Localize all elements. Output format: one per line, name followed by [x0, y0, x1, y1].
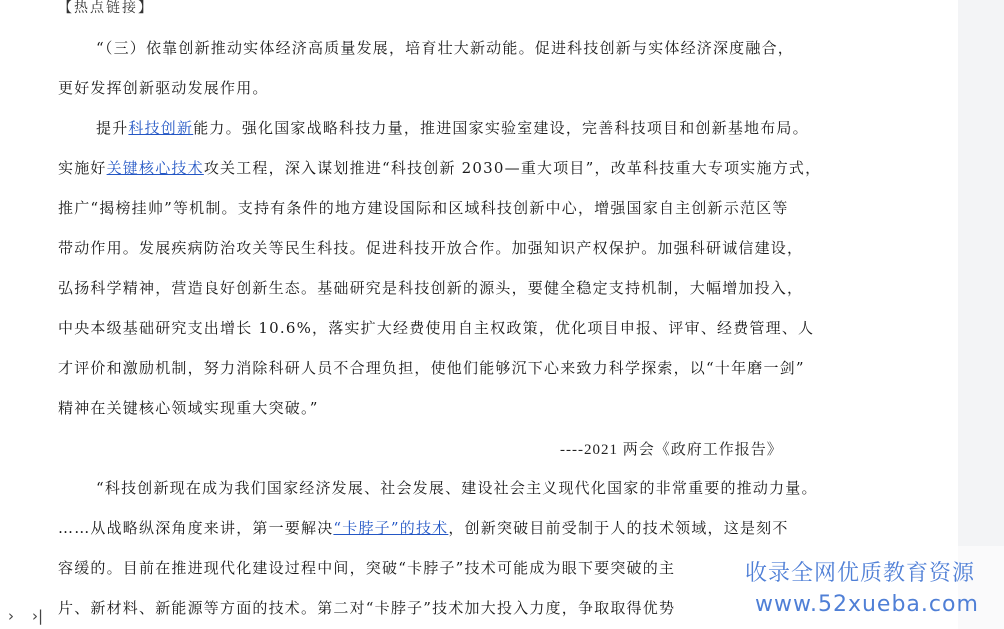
paragraph-line: 推广“揭榜挂帅”等机制。支持有条件的地方建设国际和区域科技创新中心，增强国家自主创新示范区等 [58, 199, 789, 217]
text-segment: 攻关工程，深入谋划推进“科技创新 2030—重大项目”，改革科技重大专项实施方式， [203, 159, 822, 177]
paragraph-line [58, 158, 878, 178]
paragraph-line: 带动作用。发展疾病防治攻关等民生科技。促进科技开放合作。加强知识产权保护。加强科研诚信建设， [58, 239, 804, 257]
right-gutter [958, 0, 1004, 629]
text-segment: 能力。强化国家战略科技力量，推进国家实验室建设，完善科技项目和创新基地布局。 [193, 119, 809, 137]
source-citation: ----2021 两会《政府工作报告》 [560, 442, 783, 458]
text-segment: ……从战略纵深角度来讲，第一要解决 [58, 519, 334, 537]
paragraph-line: 更好发挥创新驱动发展作用。 [58, 79, 269, 97]
keyword-link-core-technology[interactable]: 关键核心技术 [106, 159, 204, 177]
paragraph-line: 弘扬科学精神，营造良好创新生态。基础研究是科技创新的源头，要健全稳定支持机制，大幅增加投入， [58, 279, 804, 297]
text-segment: 提升 [96, 119, 129, 137]
page-navigation [0, 607, 60, 629]
paragraph-line [96, 118, 878, 138]
watermark-url: www.52xueba.com [755, 592, 979, 617]
paragraph-line: “（三）依靠创新推动实体经济高质量发展，培育壮大新动能。促进科技创新与实体经济深度融合， [96, 39, 794, 57]
keyword-link-tech-innovation[interactable]: 科技创新 [128, 119, 194, 137]
text-segment: 实施好 [58, 159, 107, 177]
paragraph-line: 精神在关键核心领域实现重大突破。” [58, 399, 319, 417]
paragraph-line: 片、新材料、新能源等方面的技术。第二对“卡脖子”技术加大投入力度，争取取得优势 [58, 599, 676, 617]
paragraph-line: 才评价和激励机制，努力消除科研人员不合理负担，使他们能够沉下心来致力科学探索，以“十年磨一剑” [58, 359, 805, 377]
paragraph-line: 容缓的。目前在推进现代化建设过程中间，突破“卡脖子”技术可能成为眼下要突破的主 [58, 559, 676, 577]
paragraph-line [58, 518, 878, 538]
text-segment: ，创新突破目前受制于人的技术领域，这是刻不 [448, 519, 789, 537]
next-page-icon[interactable]: › [8, 607, 14, 625]
paragraph-line: “科技创新现在成为我们国家经济发展、社会发展、建设社会主义现代化国家的非常重要的推动力量。 [96, 479, 818, 497]
keyword-link-bottleneck-tech[interactable]: “卡脖子”的技术 [333, 519, 449, 537]
paragraph-line: 中央本级基础研究支出增长 10.6%，落实扩大经费使用自主权政策，优化项目申报、评审、经费管理、人 [58, 319, 815, 337]
watermark-text: 收录全网优质教育资源 [745, 561, 976, 586]
last-page-icon[interactable]: ›| [32, 607, 44, 625]
section-tag: 【热点链接】 [58, 0, 154, 16]
